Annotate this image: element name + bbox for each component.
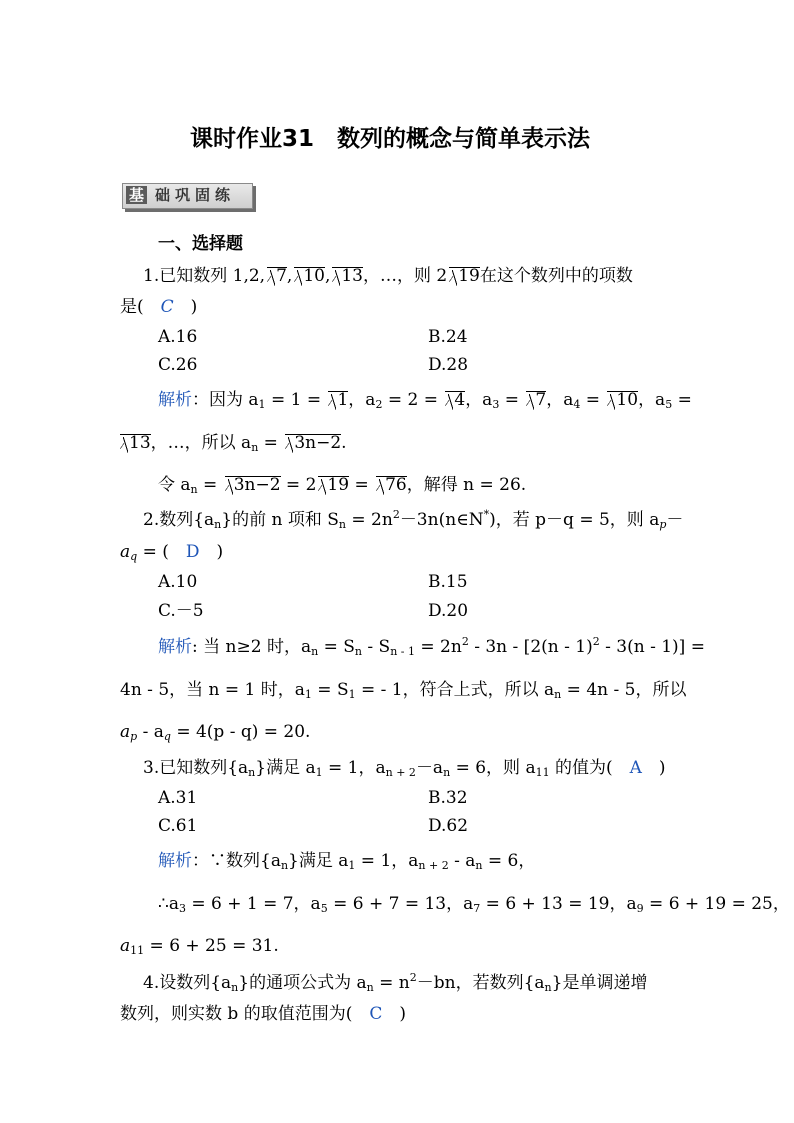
q3-answer: A	[629, 758, 642, 778]
badge-key: 基	[126, 186, 147, 204]
q1-option-c: C.26	[158, 355, 198, 375]
q3-stem-line1: 3.已知数列$\{a_n\}$满足 $a_1 = 1$，$a_{n + 2}-a_n = 6$，则 $a_{11}$ 的值为( A )	[143, 758, 666, 779]
q2-option-b: B.15	[428, 572, 468, 592]
q2-option-a: A.10	[158, 572, 198, 592]
q1-option-a: A.16	[158, 327, 198, 347]
q1-solution-line1: 解析：因为 $a_1 = 1 = 1$，$a_2 = 2 = 4$，$a_3 = 7$，$a_4 = 10$，$a_5$ =	[158, 390, 692, 411]
q2-solution-line2: 4n - 5，当 n = 1 时，$a_1 = S_1$ = - 1，符合上式，所以 $a_n = 4n - 5$，所以	[120, 680, 687, 701]
section-badge	[122, 183, 253, 209]
q3-solution-line3: $a_{11} = 6 + 25 = 31$.	[120, 936, 279, 957]
q2-option-d: D.20	[428, 601, 469, 621]
q1-answer: C	[160, 297, 174, 317]
q2-stem-line2: $a_q$ = ( D )	[120, 542, 224, 563]
section-heading: 一、选择题	[158, 234, 243, 254]
q3-solution-line1: 解析：∵数列$\{a_n\}$满足 $a_1 = 1$，$a_{n + 2} - a_n = 6$，	[158, 851, 536, 872]
q2-solution-line1: 解析: 当 n≥2 时，$a_n = S_n - S_{n - 1} = 2n^2 - 3n - [2(n - 1)^2 - 3(n - 1)]$ =	[158, 635, 705, 658]
q1-stem-line1: 1.已知数列 1,2, 7, 10, 13，…，则 2 19在这个数列中的项数	[143, 266, 633, 286]
analysis-label: 解析	[158, 390, 192, 410]
q4-answer: C	[369, 1004, 383, 1024]
q1-option-d: D.28	[428, 355, 469, 375]
q1-stem-line2: 是( C )	[120, 297, 198, 317]
q1-solution-line3: 令 $a_n = 3n-2 = 2$ 19 = 76，解得 n = 26.	[158, 475, 527, 496]
q3-solution-line2: $\therefore a_3 = 6 + 1 = 7$，$a_5 = 6 + 7 = 13$，$a_7 = 6 + 13 = 19$，$a_9 = 6 + 19 = 25$，	[158, 894, 790, 915]
q3-option-d: D.62	[428, 816, 469, 836]
q2-solution-line3: $a_p - a_q = 4(p - q) = 20$.	[120, 722, 311, 743]
q4-stem-line1: 4.设数列$\{a_n\}$的通项公式为 $a_n = n^2-bn$，若数列$\{a_n\}$是单调递增	[143, 971, 648, 994]
page-title: 课时作业31 数列的概念与简单表示法	[190, 126, 591, 152]
q2-option-c: C.－5	[158, 601, 204, 621]
q3-option-a: A.31	[158, 788, 198, 808]
q2-answer: D	[185, 542, 200, 562]
q3-option-c: C.61	[158, 816, 198, 836]
q1-option-b: B.24	[428, 327, 468, 347]
badge-label: 础巩固练	[155, 186, 236, 204]
q1-solution-line2: 13，…，所以 $a_n = 3n-2$.	[118, 433, 347, 453]
q4-stem-line2: 数列，则实数 b 的取值范围为( C )	[120, 1004, 406, 1024]
q3-option-b: B.32	[428, 788, 468, 808]
q2-stem-line1: 2.数列$\{a_n\}$的前 n 项和 $S_n$ = $2n^2-3n(n\in N^*)$，若 p－q = 5，则 $a_p-$	[143, 508, 684, 531]
